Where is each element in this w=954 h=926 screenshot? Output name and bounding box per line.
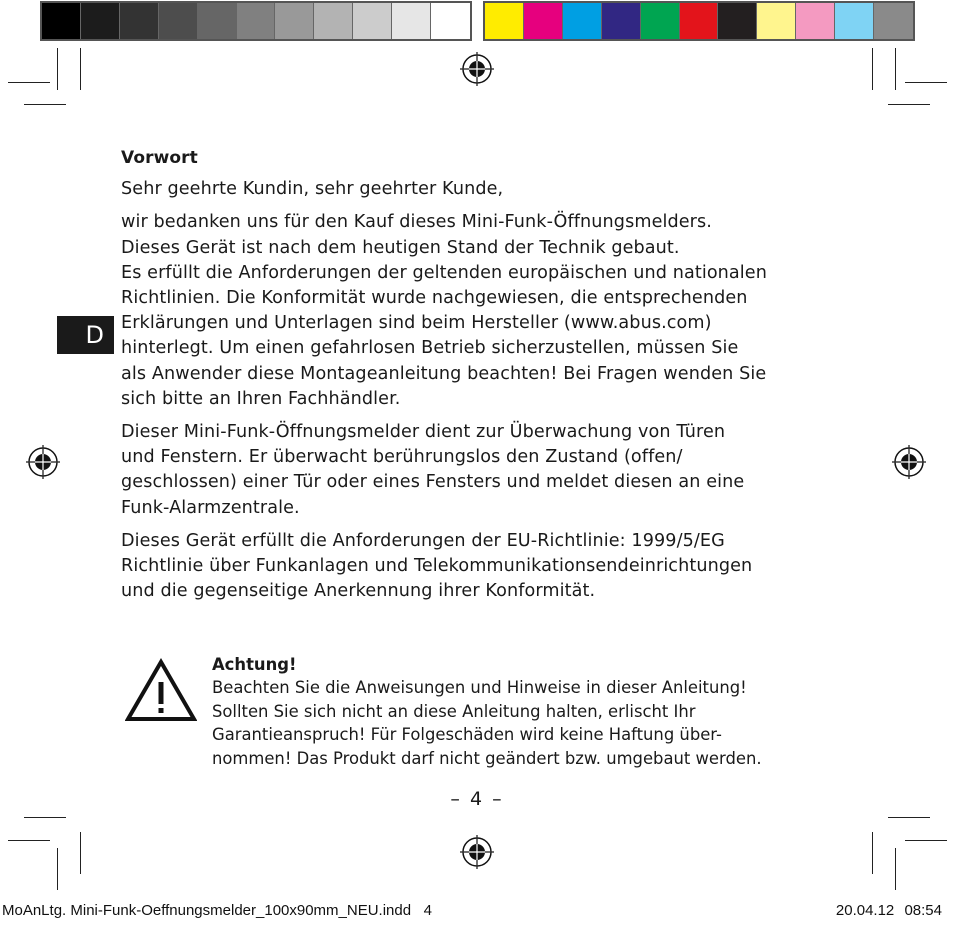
slug-time: 08:54 [904, 902, 942, 919]
color-swatch [275, 3, 314, 39]
text-line: und Fenstern. Er überwacht berührungslos den Zustand (offen/ [121, 447, 683, 468]
color-swatch [796, 3, 835, 39]
registration-mark-icon [26, 445, 60, 479]
slug-datetime [836, 902, 942, 919]
text-line: und die gegenseitige Anerkennung ihrer Konformität. [121, 581, 596, 602]
crop-mark [24, 104, 66, 105]
paragraph-purpose [121, 420, 801, 521]
crop-mark [80, 832, 81, 874]
language-tab: D [57, 316, 114, 354]
crop-mark [895, 848, 896, 890]
text-line: Es erfüllt die Anforderungen der geltenden europäischen und nationalen [121, 262, 767, 283]
document-body [121, 146, 801, 604]
crop-mark [888, 817, 930, 818]
text-line: Dieses Gerät ist nach dem heutigen Stand der Technik gebaut. [121, 237, 680, 258]
text-line: geschlossen) einer Tür oder eines Fensters und meldet diesen an eine [121, 472, 745, 493]
text-line: Erklärungen und Unterlagen sind beim Hersteller (www.abus.com) [121, 313, 712, 334]
color-swatch [874, 3, 913, 39]
text-line: als Anwender diese Montageanleitung beachten! Bei Fragen wenden Sie [121, 363, 767, 384]
slug-date: 20.04.12 [835, 902, 895, 919]
crop-mark [872, 832, 873, 874]
crop-mark [24, 817, 66, 818]
grayscale-color-bar [40, 1, 472, 41]
text-line: Richtlinien. Die Konformität wurde nachgewiesen, die entsprechenden [121, 288, 748, 309]
color-swatch [718, 3, 757, 39]
paragraph-compliance [121, 529, 801, 605]
color-swatch [641, 3, 680, 39]
text-line: Dieser Mini-Funk-Öffnungsmelder dient zur Überwachung von Türen [121, 422, 726, 443]
text-line: wir bedanken uns für den Kauf dieses Mini-Funk-Öffnungsmelders. [121, 212, 712, 233]
crop-mark [905, 840, 947, 841]
color-swatch [353, 3, 392, 39]
color-swatch [431, 3, 470, 39]
text-line: sich bitte an Ihren Fachhändler. [121, 388, 401, 409]
registration-mark-icon [892, 445, 926, 479]
warning-triangle-icon [125, 658, 197, 722]
color-swatch [524, 3, 563, 39]
color-swatch [159, 3, 198, 39]
color-swatch [680, 3, 719, 39]
page-number: – 4 – [450, 788, 504, 810]
color-swatch [563, 3, 602, 39]
salutation: Sehr geehrte Kundin, sehr geehrter Kunde, [121, 179, 504, 200]
crop-mark [80, 48, 81, 90]
warning-line: Beachten Sie die Anweisungen und Hinweise in dieser Anleitung! [212, 678, 747, 698]
warning-box [212, 653, 802, 770]
warning-line: Garantieanspruch! Für Folgeschäden wird keine Haftung über- [212, 725, 722, 745]
crop-mark [8, 840, 50, 841]
crop-mark [57, 48, 58, 90]
color-swatch [485, 3, 524, 39]
crop-mark [8, 82, 50, 83]
crop-mark [57, 848, 58, 890]
crop-mark [905, 82, 947, 83]
section-heading: Vorwort [121, 148, 198, 168]
color-swatch [602, 3, 641, 39]
color-swatch [198, 3, 237, 39]
registration-mark-icon [460, 835, 494, 869]
color-swatch [81, 3, 120, 39]
paragraph-intro [121, 210, 801, 412]
text-line: hinterlegt. Um einen gefahrlosen Betrieb sicherzustellen, müssen Sie [121, 338, 739, 359]
warning-title: Achtung! [212, 655, 297, 674]
crop-mark [888, 104, 930, 105]
text-line: Dieses Gerät erfüllt die Anforderungen der EU-Richtlinie: 1999/5/EG [121, 530, 725, 551]
color-swatch [392, 3, 431, 39]
color-swatch [120, 3, 159, 39]
text-line: Richtlinie über Funkanlagen und Telekommunikationsendeinrichtungen [121, 556, 753, 577]
registration-mark-icon [460, 52, 494, 86]
process-color-bar [483, 1, 915, 41]
crop-mark [872, 48, 873, 90]
slug-filename: MoAnLtg. Mini-Funk-Oeffnungsmelder_100x90mm_NEU.indd 4 [2, 902, 432, 919]
warning-line: Sollten Sie sich nicht an diese Anleitung halten, erlischt Ihr [212, 701, 696, 721]
crop-mark [895, 48, 896, 90]
color-swatch [757, 3, 796, 39]
warning-line: nommen! Das Produkt darf nicht geändert bzw. umgebaut werden. [212, 748, 762, 768]
text-line: Funk-Alarmzentrale. [121, 497, 300, 518]
color-swatch [42, 3, 81, 39]
color-swatch [314, 3, 353, 39]
color-swatch [835, 3, 874, 39]
color-swatch [237, 3, 276, 39]
